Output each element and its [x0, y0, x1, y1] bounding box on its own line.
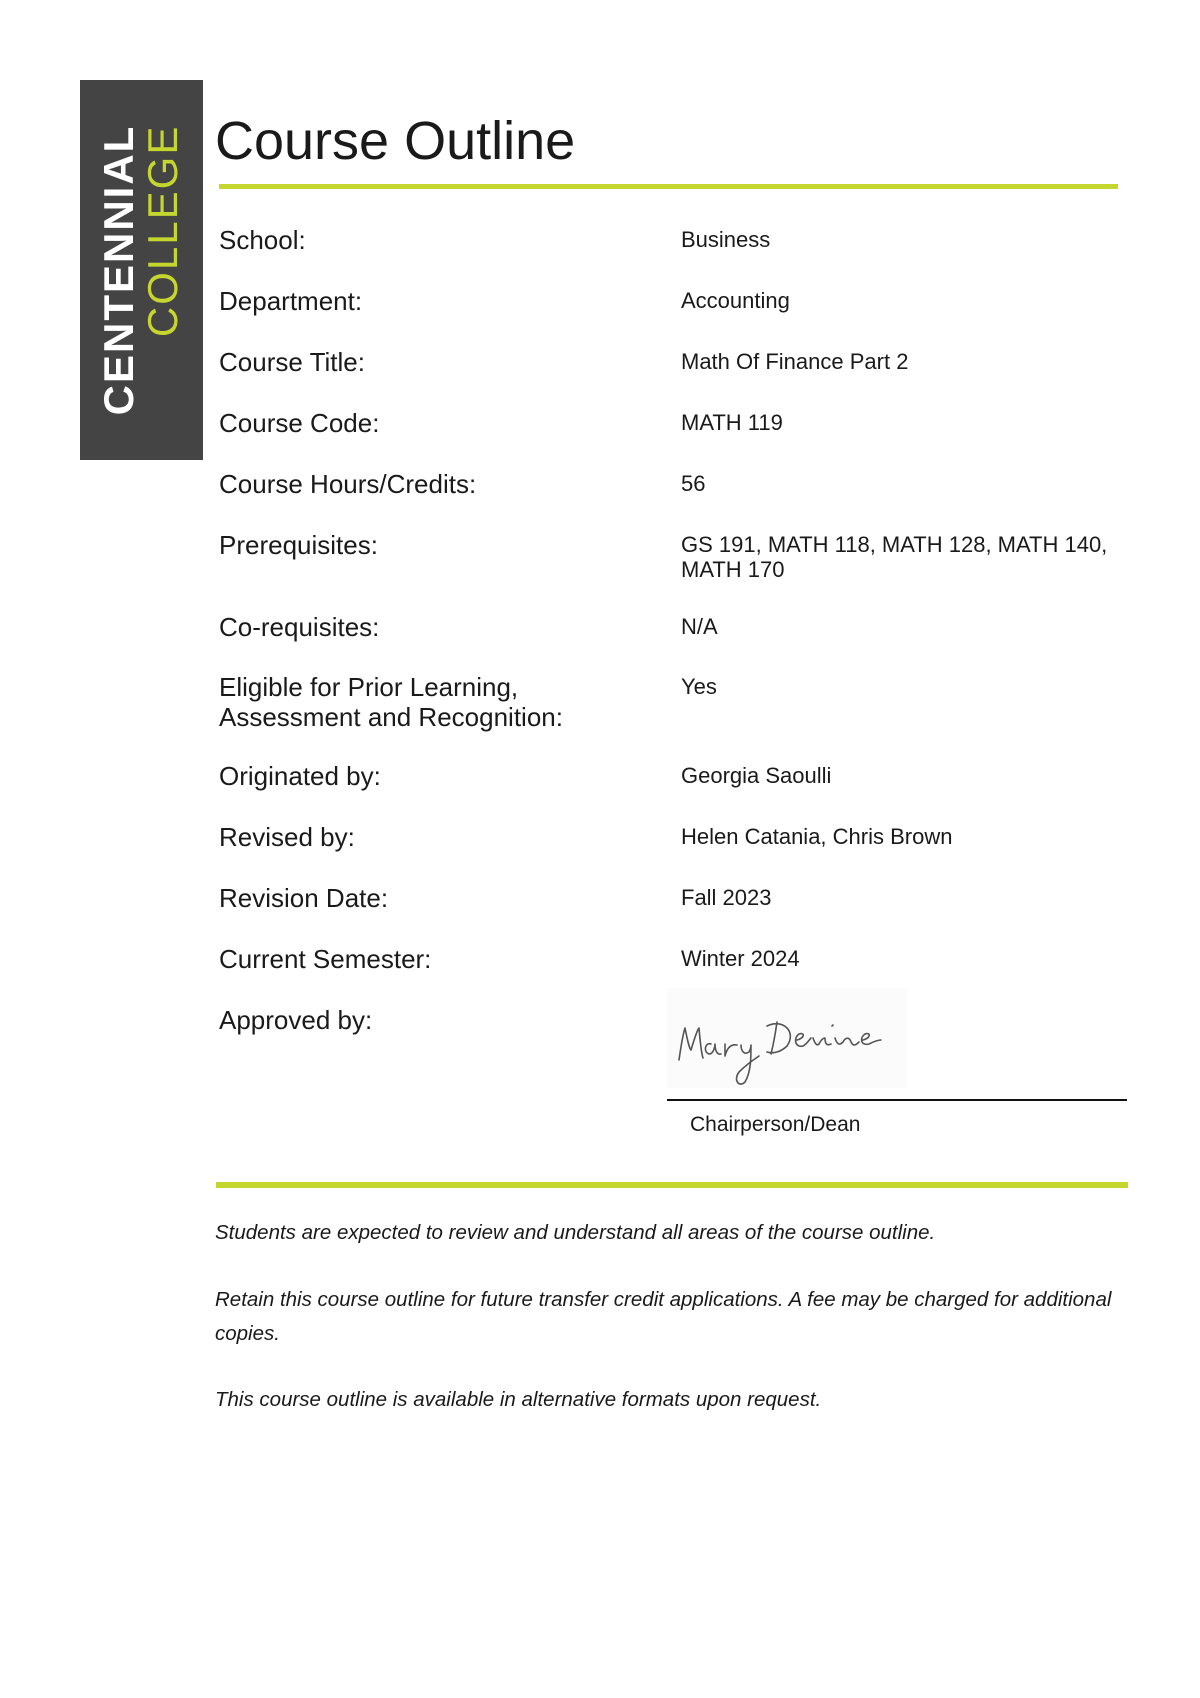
field-value-revision-date: Fall 2023: [681, 885, 772, 910]
bottom-divider: [216, 1182, 1128, 1188]
field-value-current-semester: Winter 2024: [681, 946, 800, 971]
field-label-revision-date: Revision Date:: [219, 883, 389, 913]
field-value-prior-learning: Yes: [681, 674, 717, 699]
field-value-revised-by: Helen Catania, Chris Brown: [681, 824, 953, 849]
note-alternative-formats: This course outline is available in alternative formats upon request.: [215, 1388, 822, 1411]
note-review: Students are expected to review and understand all areas of the course outline.: [215, 1221, 936, 1244]
field-value-school: Business: [681, 227, 771, 252]
logo-line-centennial: CENTENNIAL: [95, 124, 142, 416]
logo-wordmark: [95, 124, 186, 416]
field-label-course-title: Course Title:: [219, 347, 365, 377]
field-label-department: Department:: [219, 286, 363, 316]
signature-caption: Chairperson/Dean: [690, 1113, 861, 1136]
field-label-prerequisites: Prerequisites:: [219, 530, 378, 560]
top-divider: [219, 184, 1118, 189]
signature-image: [667, 988, 907, 1088]
field-label-approved-by: Approved by:: [219, 1005, 373, 1035]
logo-line-college: COLLEGE: [139, 124, 186, 338]
page-title: Course Outline: [215, 111, 576, 171]
field-label-originated-by: Originated by:: [219, 761, 381, 791]
note-retain: Retain this course outline for future transfer credit applications. A fee may be charged for additional copies.: [215, 1288, 1112, 1345]
field-label-revised-by: Revised by:: [219, 822, 355, 852]
field-value-course-hours: 56: [681, 471, 706, 496]
field-value-course-title: Math Of Finance Part 2: [681, 349, 909, 374]
field-value-originated-by: Georgia Saoulli: [681, 763, 832, 788]
field-value-corequisites: N/A: [681, 614, 718, 639]
college-logo: [80, 80, 203, 460]
field-value-course-code: MATH 119: [681, 410, 783, 435]
field-label-course-code: Course Code:: [219, 408, 380, 438]
field-label-school: School:: [219, 225, 306, 255]
signature-line: [667, 1099, 1127, 1101]
field-label-course-hours: Course Hours/Credits:: [219, 469, 477, 499]
field-value-prerequisites: GS 191, MATH 118, MATH 128, MATH 140, MATH 170: [681, 532, 1108, 582]
field-label-current-semester: Current Semester:: [219, 944, 432, 974]
field-value-department: Accounting: [681, 288, 790, 313]
field-label-corequisites: Co-requisites:: [219, 612, 380, 642]
field-label-prior-learning: Eligible for Prior Learning, Assessment and Recognition:: [219, 672, 563, 732]
